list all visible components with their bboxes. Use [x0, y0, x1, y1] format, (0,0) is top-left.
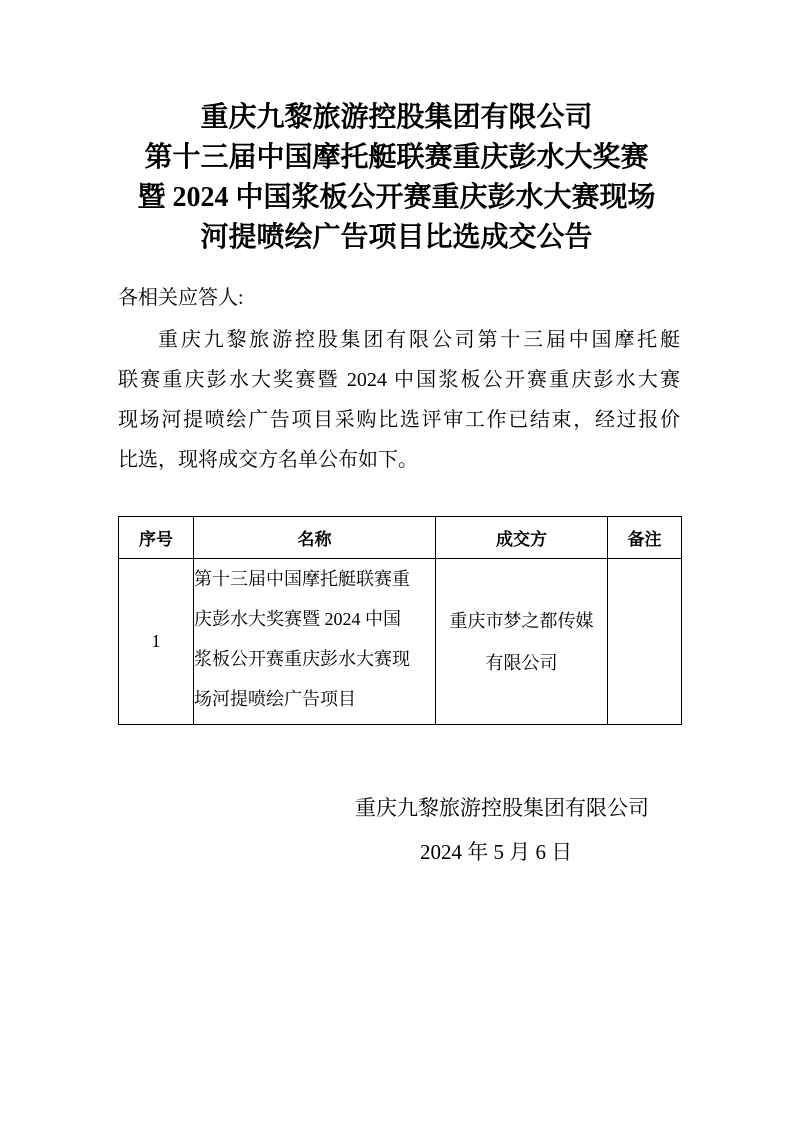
- result-table: [118, 516, 682, 725]
- header-name: 名称: [194, 517, 436, 559]
- cell-winner: [436, 559, 608, 725]
- body-line-2: 联赛重庆彭水大奖赛暨 2024 中国浆板公开赛重庆彭水大赛: [118, 369, 680, 391]
- winner-line: 有限公司: [485, 652, 558, 673]
- table-row: [119, 559, 682, 725]
- header-winner: 成交方: [436, 517, 608, 559]
- header-index: 序号: [119, 517, 194, 559]
- cell-index: 1: [119, 559, 194, 725]
- cell-project-name: [194, 559, 436, 725]
- header-remark: 备注: [608, 517, 682, 559]
- body-paragraph: [118, 320, 680, 480]
- title-line-1: 重庆九黎旅游控股集团有限公司: [200, 102, 593, 133]
- title-line-3: 暨 2024 中国浆板公开赛重庆彭水大赛现场: [137, 182, 656, 213]
- announcement-title: [60, 98, 733, 258]
- body-line-1: 重庆九黎旅游控股集团有限公司第十三届中国摩托艇: [158, 329, 680, 351]
- signature-date: 2024 年 5 月 6 日: [420, 840, 573, 864]
- title-line-2: 第十三届中国摩托艇联赛重庆彭水大奖赛: [144, 142, 649, 173]
- project-name-line: 浆板公开赛重庆彭水大赛现: [194, 649, 410, 669]
- project-name-line: 第十三届中国摩托艇联赛重: [194, 569, 410, 589]
- title-line-4: 河提喷绘广告项目比选成交公告: [200, 222, 593, 253]
- body-line-4: 比选，现将成交方名单公布如下。: [118, 449, 418, 471]
- project-name-line: 庆彭水大奖赛暨 2024 中国: [194, 609, 401, 629]
- project-name-line: 场河提喷绘广告项目: [194, 689, 356, 709]
- cell-remark: [608, 559, 682, 725]
- table-header-row: [119, 517, 682, 559]
- body-line-3: 现场河提喷绘广告项目采购比选评审工作已结束，经过报价: [118, 409, 680, 431]
- winner-line: 重庆市梦之都传媒: [449, 610, 594, 631]
- greeting: 各相关应答人:: [118, 287, 244, 309]
- signature-organization: 重庆九黎旅游控股集团有限公司: [355, 796, 649, 820]
